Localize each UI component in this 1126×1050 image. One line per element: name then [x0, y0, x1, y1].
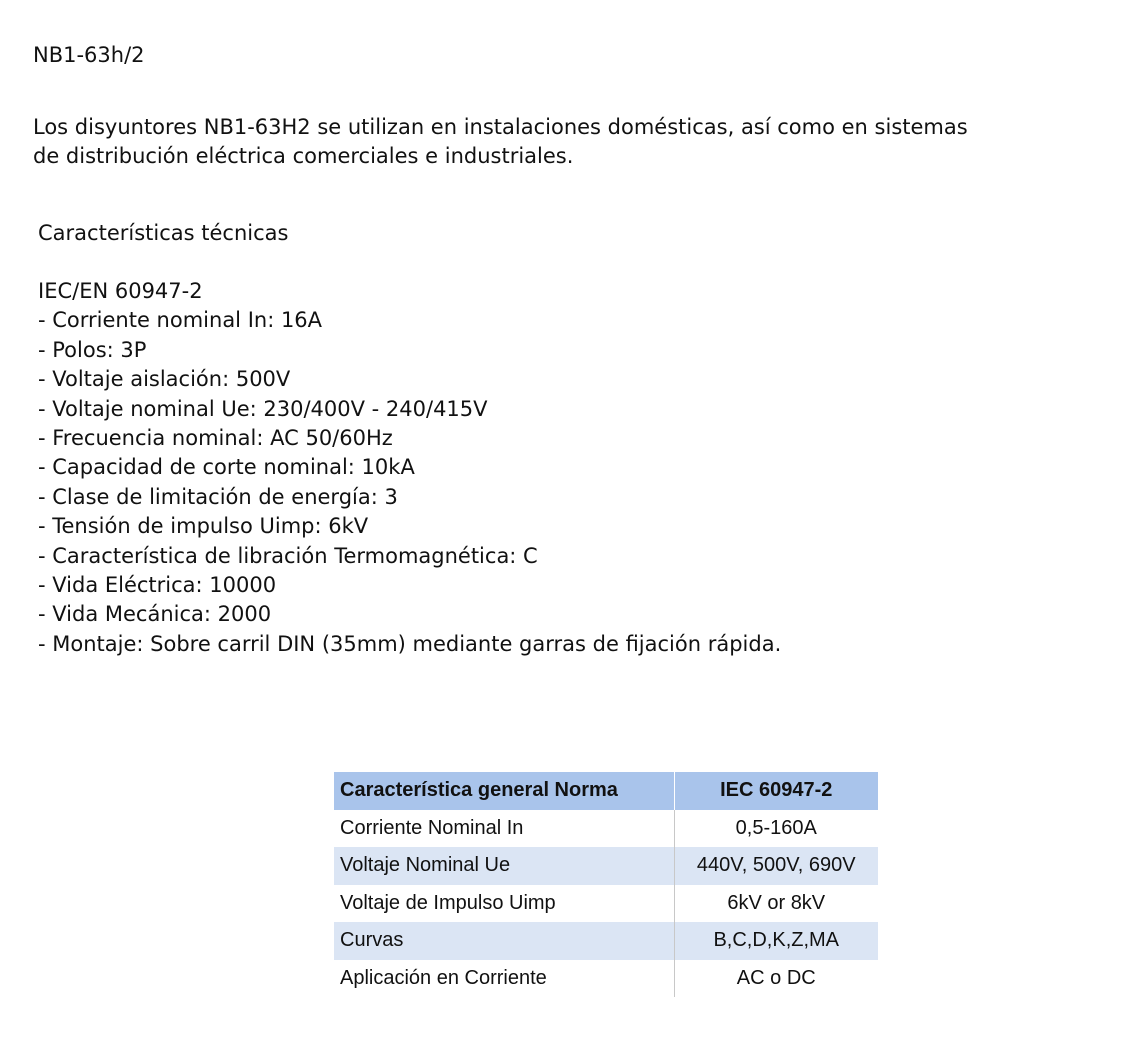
spec-item: - Voltaje aislación: 500V — [38, 367, 291, 392]
table-row — [334, 885, 878, 923]
spec-item: - Polos: 3P — [38, 337, 147, 362]
intro-paragraph — [33, 113, 1113, 171]
spec-list — [38, 277, 781, 659]
table-cell-label: Corriente Nominal In — [340, 816, 524, 839]
spec-item: - Clase de limitación de energía: 3 — [38, 484, 398, 509]
spec-item: - Voltaje nominal Ue: 230/400V - 240/415V — [38, 396, 488, 421]
spec-item: - Capacidad de corte nominal: 10kA — [38, 455, 415, 480]
spec-item: - Frecuencia nominal: AC 50/60Hz — [38, 426, 393, 451]
table-cell-label: Curvas — [334, 922, 674, 960]
table-cell-value: 6kV or 8kV — [674, 885, 878, 923]
spec-item: - Vida Eléctrica: 10000 — [38, 573, 277, 598]
table-header-label: Característica general Norma — [334, 772, 674, 810]
intro-line-1: Los disyuntores NB1-63H2 se utilizan en instalaciones domésticas, así como en sistemas — [33, 115, 968, 139]
table-row — [334, 922, 878, 960]
characteristics-table — [334, 772, 878, 997]
table-cell-value: B,C,D,K,Z,MA — [674, 922, 878, 960]
product-code: NB1-63h/2 — [33, 43, 145, 67]
spec-item: - Montaje: Sobre carril DIN (35mm) mediante garras de fijación rápida. — [38, 631, 782, 656]
table-cell-label: Aplicación en Corriente — [340, 966, 547, 989]
table-cell-label: Voltaje Nominal Ue — [334, 847, 674, 885]
table-row — [334, 847, 878, 885]
specs-title: Características técnicas — [38, 221, 289, 245]
intro-line-2: de distribución eléctrica comerciales e industriales. — [33, 144, 574, 168]
table-row — [334, 810, 878, 848]
spec-item: - Corriente nominal In: 16A — [38, 308, 323, 333]
spec-standard: IEC/EN 60947-2 — [38, 279, 203, 303]
table-header-row — [334, 772, 878, 810]
spec-item: - Vida Mecánica: 2000 — [38, 602, 272, 627]
table-cell-label: Voltaje de Impulso Uimp — [340, 891, 556, 914]
table-header-value: IEC 60947-2 — [674, 772, 878, 810]
spec-item: - Característica de libración Termomagnética: C — [38, 543, 538, 568]
table-cell-value: AC o DC — [674, 960, 878, 998]
table-cell-value: 440V, 500V, 690V — [674, 847, 878, 885]
spec-item: - Tensión de impulso Uimp: 6kV — [38, 514, 369, 539]
table-cell-value: 0,5-160A — [674, 810, 878, 848]
table-row — [334, 960, 878, 998]
